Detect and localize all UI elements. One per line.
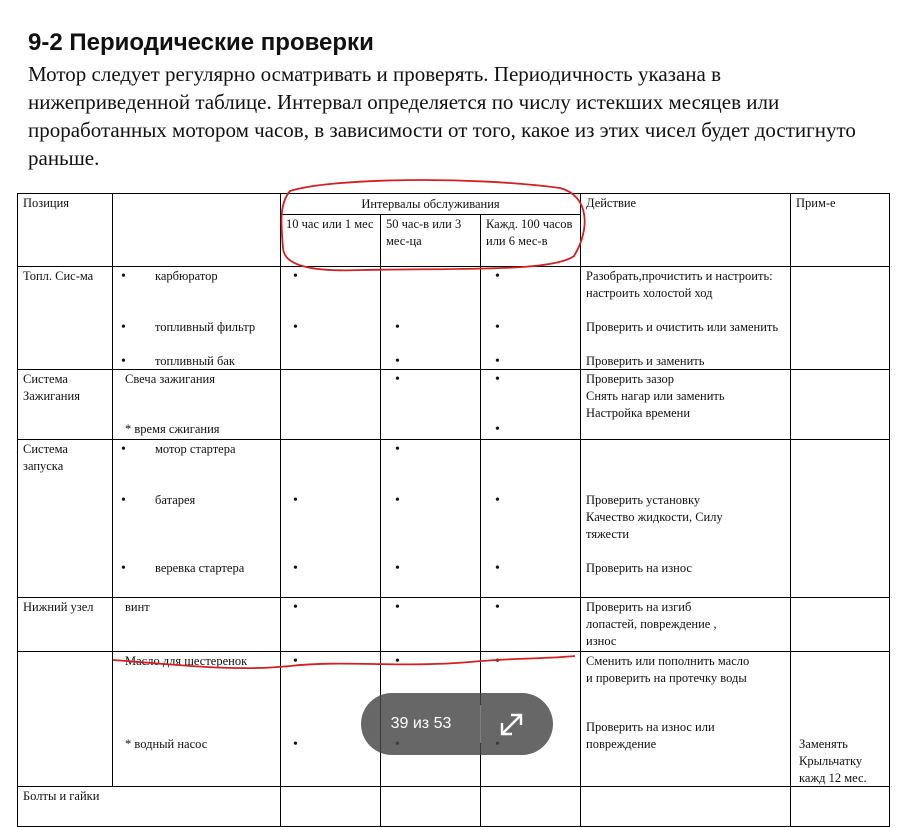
ignition-item-timing: * время сжигания: [125, 422, 220, 436]
bolts-interval-3: [481, 787, 581, 827]
bolts-position: Болты и гайки: [18, 787, 281, 827]
fuel-interval-3: [481, 267, 581, 370]
gear-action-2: Проверить на износ или повреждение: [586, 720, 715, 751]
check-mark: •: [395, 493, 400, 508]
lower-interval-1: [281, 598, 381, 652]
start-interval-1: [281, 440, 381, 598]
check-mark: •: [495, 654, 500, 669]
fuel-item-filter: топливный фильтр: [155, 320, 256, 334]
gear-item-water-pump: * водный насос: [125, 737, 208, 751]
bullet: •: [121, 493, 126, 508]
intro-paragraph: Мотор следует регулярно осматривать и проверять. Периодичность указана в нижеприведенной таблице. Интервал определяется по числу истекших месяцев или проработанных мотором часов, в зависимости от того, какое из этих чисел будет достигнуто раньше.: [28, 62, 856, 170]
header-interval-1: 10 час или 1 мес: [281, 215, 381, 267]
header-action: Действие: [581, 194, 791, 267]
gear-actions: [581, 652, 791, 787]
bullet: •: [121, 561, 126, 576]
bolts-interval-2: [381, 787, 481, 827]
pager-divider: [480, 705, 481, 743]
ignition-interval-1: [281, 370, 381, 440]
bullet: •: [121, 354, 126, 369]
check-mark: •: [293, 320, 298, 335]
page-heading: 9-2 Периодические проверки: [28, 29, 374, 56]
start-item-battery: батарея: [155, 493, 196, 507]
check-mark: •: [293, 600, 298, 615]
lower-interval-2: [381, 598, 481, 652]
start-interval-3: [481, 440, 581, 598]
check-mark: •: [495, 354, 500, 369]
start-note: [791, 440, 890, 598]
start-items: [113, 440, 281, 598]
start-action-2: Проверить установку Качество жидкости, Силу тяжести: [586, 493, 723, 541]
fuel-action-3: Проверить и заменить: [586, 354, 705, 368]
lower-interval-3: [481, 598, 581, 652]
expand-button[interactable]: [491, 704, 533, 744]
header-position: Позиция: [18, 194, 113, 267]
row-fuel-system: [18, 267, 890, 370]
check-mark: •: [293, 654, 298, 669]
gear-items: [113, 652, 281, 787]
ignition-action-2: Снять нагар или заменить: [586, 389, 725, 403]
check-mark: •: [293, 493, 298, 508]
page-viewer-controls: [361, 693, 553, 755]
check-mark: •: [395, 354, 400, 369]
ignition-position: Система Зажигания: [18, 370, 113, 440]
row-ignition: [18, 370, 890, 440]
fuel-action-2: Проверить и очистить или заменить: [586, 320, 779, 334]
header-interval-3: Кажд. 100 часов или 6 мес-в: [481, 215, 581, 267]
bullet: •: [121, 442, 126, 457]
header-note: Прим-е: [791, 194, 890, 267]
fuel-action-1: Разобрать,прочистить и настроить: настроить холостой ход: [586, 269, 773, 300]
fuel-interval-1: [281, 267, 381, 370]
fuel-interval-2: [381, 267, 481, 370]
check-mark: •: [395, 320, 400, 335]
page-counter: 39 из 53: [390, 715, 452, 732]
check-mark: •: [293, 737, 298, 752]
ignition-note: [791, 370, 890, 440]
bullet: •: [121, 320, 126, 335]
header-interval-2: 50 час-в или 3 мес-ца: [381, 215, 481, 267]
lower-item-propeller: винт: [113, 598, 281, 652]
row-start-system: [18, 440, 890, 598]
gear-position: [18, 652, 113, 787]
fuel-position: Топл. Сис-ма: [18, 267, 113, 370]
ignition-interval-2: [381, 370, 481, 440]
lower-action: Проверить на изгиб лопастей, повреждение , износ: [581, 598, 791, 652]
gear-note-impeller: Заменять Крыльчатку кажд 12 мес.: [799, 737, 867, 785]
row-bolts: [18, 787, 890, 827]
check-mark: •: [495, 422, 500, 437]
check-mark: •: [293, 561, 298, 576]
fuel-item-tank: топливный бак: [155, 354, 235, 368]
bolts-note: [791, 787, 890, 827]
header-row-1: [18, 194, 890, 215]
check-mark: •: [395, 600, 400, 615]
bolts-interval-1: [281, 787, 381, 827]
lower-note: [791, 598, 890, 652]
gear-note: [791, 652, 890, 787]
ignition-actions: [581, 370, 791, 440]
check-mark: •: [495, 561, 500, 576]
check-mark: •: [495, 269, 500, 284]
row-lower-unit: [18, 598, 890, 652]
start-item-motor: мотор стартера: [155, 442, 236, 456]
start-position: Система запуска: [18, 440, 113, 598]
ignition-action-3: Настройка времени: [586, 406, 691, 420]
check-mark: •: [395, 561, 400, 576]
check-mark: •: [395, 442, 400, 457]
fuel-note: [791, 267, 890, 370]
fuel-item-carburetor: карбюратор: [155, 269, 218, 283]
gear-item-oil: Масло для шестеренок: [125, 654, 248, 668]
check-mark: •: [395, 372, 400, 387]
check-mark: •: [495, 372, 500, 387]
check-mark: •: [495, 493, 500, 508]
check-mark: •: [395, 654, 400, 669]
ignition-items: [113, 370, 281, 440]
ignition-item-spark-plug: Свеча зажигания: [125, 372, 215, 386]
start-item-rope: веревка стартера: [155, 561, 245, 575]
fuel-items: [113, 267, 281, 370]
start-interval-2: [381, 440, 481, 598]
gear-action-1: Сменить или пополнить масло и проверить на протечку воды: [586, 654, 750, 685]
bolts-action: [581, 787, 791, 827]
start-action-3: Проверить на износ: [586, 561, 692, 575]
check-mark: •: [495, 320, 500, 335]
header-item: [113, 194, 281, 267]
expand-arrows-icon: [491, 704, 533, 744]
ignition-action-1: Проверить зазор: [586, 372, 674, 386]
fuel-actions: [581, 267, 791, 370]
lower-position: Нижний узел: [18, 598, 113, 652]
ignition-interval-3: [481, 370, 581, 440]
check-mark: •: [495, 600, 500, 615]
header-intervals: Интервалы обслуживания: [281, 194, 581, 215]
start-actions: [581, 440, 791, 598]
check-mark: •: [293, 269, 298, 284]
bullet: •: [121, 269, 126, 284]
